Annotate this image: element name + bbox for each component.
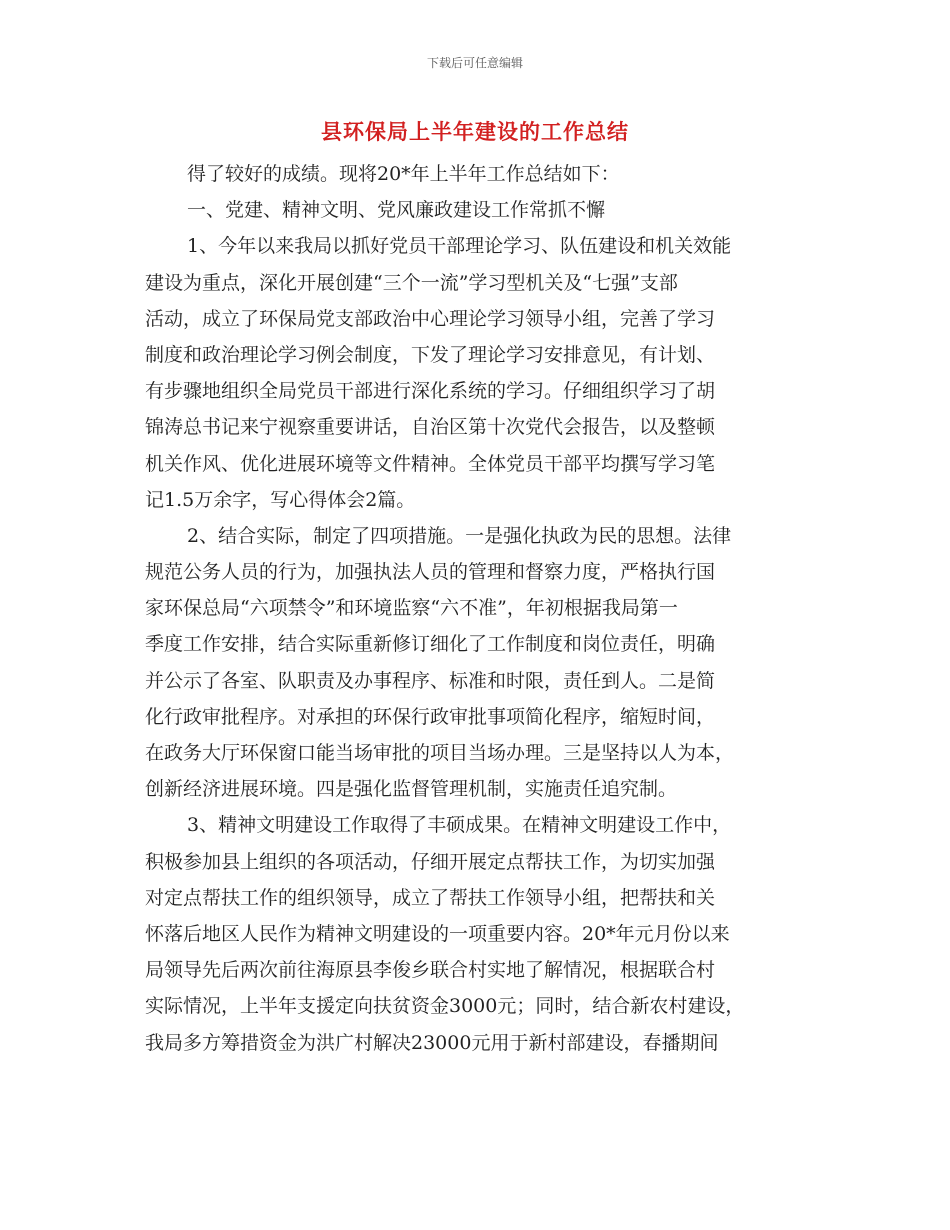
- text-line: 3、精神文明建设工作取得了丰硕成果。在精神文明建设工作中，: [187, 814, 732, 837]
- text-line: 记1.5万余字，写心得体会2篇。: [145, 488, 416, 511]
- text-line: 并公示了各室、队职责及办事程序、标准和时限，责任到人。二是简: [145, 669, 716, 692]
- text-line: 季度工作安排，结合实际重新修订细化了工作制度和岗位责任，明确: [145, 633, 716, 656]
- text-line: 创新经济进展环境。四是强化监督管理机制，实施责任追究制。: [145, 778, 678, 801]
- section-heading: 一、党建、精神文明、党风廉政建设工作常抓不懈: [187, 199, 606, 222]
- text-line: 1、今年以来我局以抓好党员干部理论学习、队伍建设和机关效能: [187, 235, 732, 258]
- text-line: 有步骤地组织全局党员干部进行深化系统的学习。仔细组织学习了胡: [145, 380, 716, 403]
- text-line: 活动，成立了环保局党支部政治中心理论学习领导小组，完善了学习: [145, 307, 716, 330]
- text-line: 锦涛总书记来宁视察重要讲话，自治区第十次党代会报告，以及整顿: [145, 416, 716, 439]
- text-line: 建设为重点，深化开展创建“三个一流”学习型机关及“七强”支部: [145, 271, 678, 294]
- text-line: 对定点帮扶工作的组织领导，成立了帮扶工作领导小组，把帮扶和关: [145, 886, 716, 909]
- header-note: 下载后可任意编辑: [426, 56, 523, 70]
- text-line: 得了较好的成绩。现将20*年上半年工作总结如下：: [187, 163, 620, 185]
- text-line: 怀落后地区人民作为精神文明建设的一项重要内容。20*年元月份以来: [145, 922, 730, 945]
- text-line: 在政务大厅环保窗口能当场审批的项目当场办理。三是坚持以人为本，: [145, 742, 735, 764]
- text-line: 家环保总局“六项禁令”和环境监察“六不准”，年初根据我局第一: [145, 597, 678, 620]
- document-title: 县环保局上半年建设的工作总结: [321, 119, 629, 144]
- text-line: 化行政审批程序。对承担的环保行政审批事项简化程序，缩短时间，: [145, 705, 716, 728]
- text-line: 我局多方筹措资金为洪广村解决23000元用于新村部建设，春播期间: [145, 1031, 719, 1054]
- text-line: 规范公务人员的行为，加强执法人员的管理和督察力度，严格执行国: [145, 561, 716, 584]
- text-line: 2、结合实际，制定了四项措施。一是强化执政为民的思想。法律: [187, 524, 732, 547]
- document-body: [145, 156, 815, 1061]
- text-line: 局领导先后两次前往海原县李俊乡联合村实地了解情况，根据联合村: [145, 959, 716, 982]
- text-line: 实际情况，上半年支援定向扶贫资金3000元；同时，结合新农村建设，: [145, 995, 745, 1018]
- text-line: 机关作风、优化进展环境等文件精神。全体党员干部平均撰写学习笔: [145, 452, 716, 475]
- text-line: 积极参加县上组织的各项活动，仔细开展定点帮扶工作，为切实加强: [145, 850, 716, 873]
- text-line: 制度和政治理论学习例会制度，下发了理论学习安排意见，有计划、: [145, 343, 716, 366]
